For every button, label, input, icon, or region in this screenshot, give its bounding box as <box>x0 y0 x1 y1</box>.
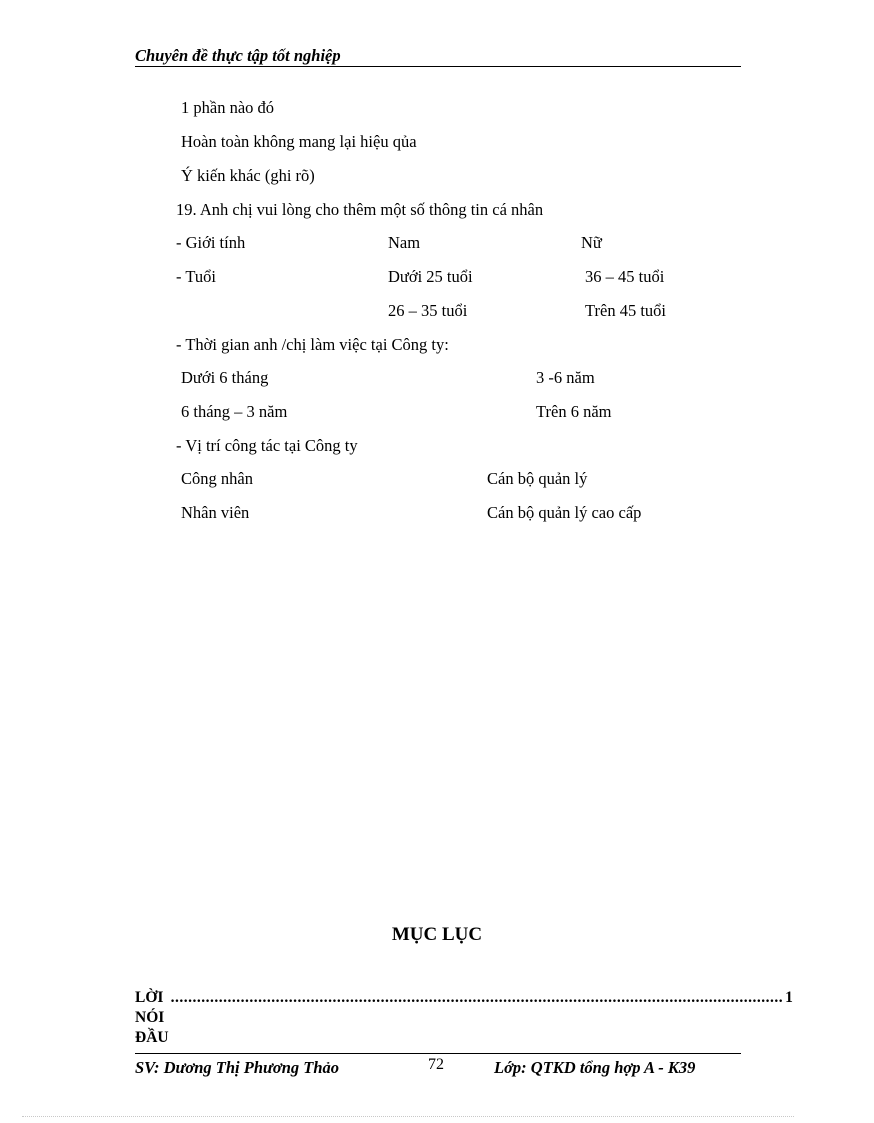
tenure-6-months-3-years: 6 tháng – 3 năm <box>181 402 288 421</box>
toc-entry-leader: ............................................................................................................................................ <box>170 989 784 1006</box>
toc-title: MỤC LỤC <box>391 924 483 945</box>
position-senior-manager: Cán bộ quản lý cao cấp <box>487 503 642 522</box>
position-staff: Nhân viên <box>181 503 250 522</box>
position-label: - Vị trí công tác tại Công ty <box>176 436 358 455</box>
age-36-45: 36 – 45 tuổi <box>585 267 665 286</box>
tenure-label: - Thời gian anh /chị làm việc tại Công ty: <box>176 335 449 354</box>
header-title: Chuyên đề thực tập tốt nghiệp <box>135 46 341 65</box>
gender-label: - Giới tính <box>176 233 246 252</box>
gender-male: Nam <box>388 233 421 252</box>
page-bottom-divider <box>22 1116 794 1117</box>
age-under-25: Dưới 25 tuổi <box>388 267 473 286</box>
age-label: - Tuổi <box>176 267 216 286</box>
question-19: 19. Anh chị vui lòng cho thêm một số thông tin cá nhân <box>176 200 544 219</box>
age-26-35: 26 – 35 tuổi <box>388 301 468 320</box>
page-header <box>135 46 741 67</box>
option-none: Hoàn toàn không mang lại hiệu qủa <box>181 132 417 151</box>
toc-entry-label: LỜI NÓI ĐẦU <box>135 989 169 1046</box>
footer-class: Lớp: QTKD tổng hợp A - K39 <box>494 1058 696 1077</box>
page-number: 72 <box>428 1056 444 1073</box>
footer-divider <box>135 1053 741 1054</box>
age-over-45: Trên 45 tuổi <box>585 301 666 320</box>
tenure-under-6-months: Dưới 6 tháng <box>181 368 269 387</box>
toc-entry[interactable] <box>135 988 793 1048</box>
tenure-over-6-years: Trên 6 năm <box>536 402 612 421</box>
option-part: 1 phần nào đó <box>181 98 275 117</box>
toc-entry-page: 1 <box>785 989 793 1006</box>
tenure-3-6-years: 3 -6 năm <box>536 368 595 387</box>
footer-student: SV: Dương Thị Phương Thảo <box>135 1058 340 1077</box>
gender-female: Nữ <box>581 233 602 252</box>
position-manager: Cán bộ quản lý <box>487 469 588 488</box>
option-other: Ý kiến khác (ghi rõ) <box>181 166 315 185</box>
position-worker: Công nhân <box>181 469 253 488</box>
